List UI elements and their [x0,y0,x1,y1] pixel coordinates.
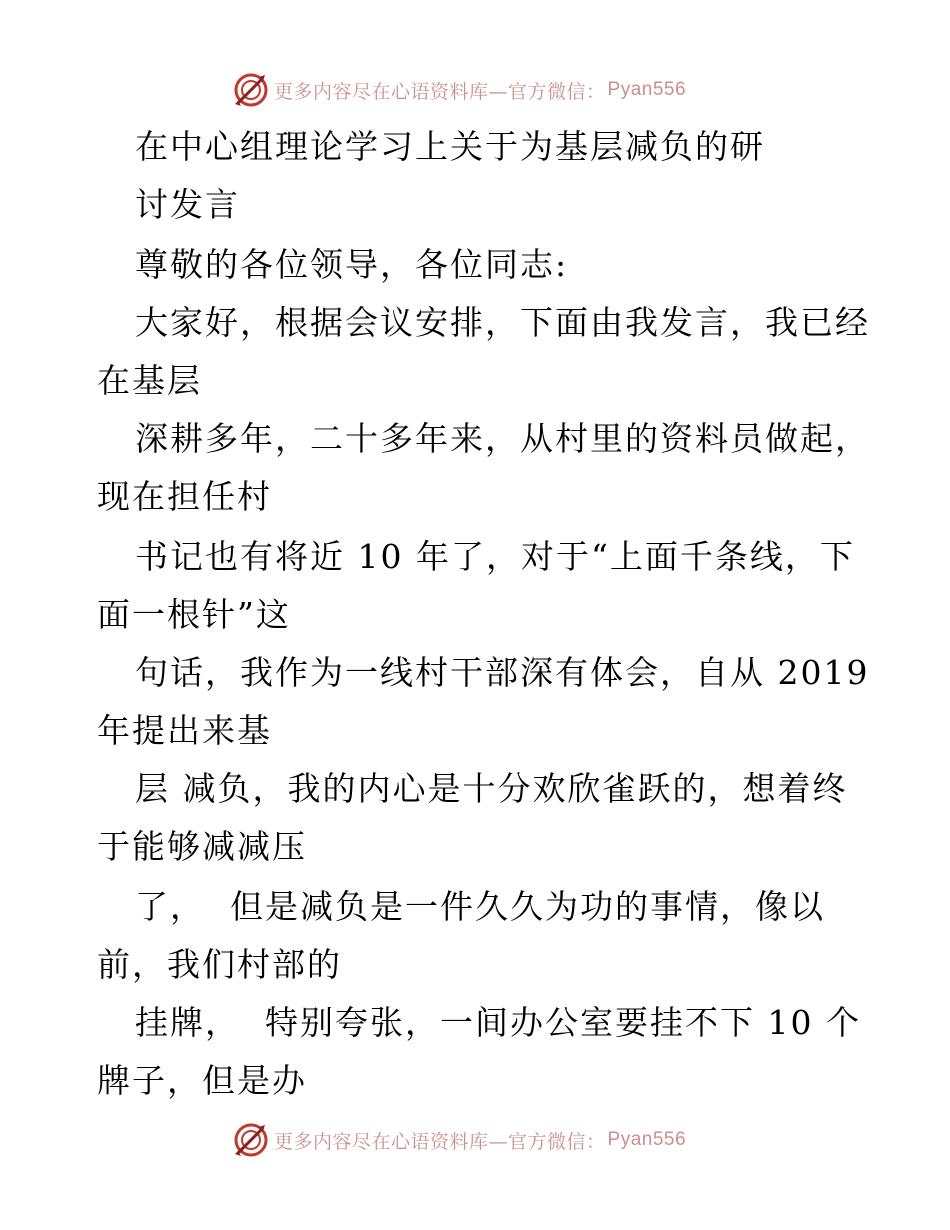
doc-line: 层 减负，我的内心是十分欢欣雀跃的，想着终 [135,769,848,808]
doc-line: 现在担任村 [97,477,272,516]
banner-text: 更多内容尽在心语资料库—官方微信： [274,1130,606,1153]
doc-line: 于能够减减压 [97,827,307,866]
doc-line: 句话，我作为一线村干部深有体会，自从 2019 [135,653,870,692]
wechat-id: Pyan556 [607,1129,687,1150]
footer-banner [232,1120,686,1160]
doc-line: 讨发言 [135,185,240,224]
brand-logo-icon [232,1121,270,1159]
doc-line: 在基层 [97,361,202,400]
doc-line: 深耕多年，二十多年来，从村里的资料员做起， [135,419,870,458]
header-banner [232,70,686,110]
doc-line: 年提出来基 [97,711,272,750]
doc-line: 前，我们村部的 [97,945,342,984]
doc-line: 尊敬的各位领导，各位同志: [135,245,569,284]
doc-line: 书记也有将近 10 年了，对于“上面千条线，下 [135,537,855,576]
wechat-id: Pyan556 [607,79,687,100]
doc-line: 面一根针”这 [97,595,291,634]
doc-line: 牌子，但是办 [97,1061,307,1100]
banner-text: 更多内容尽在心语资料库—官方微信： [274,80,606,103]
brand-logo-icon [232,71,270,109]
doc-line: 大家好，根据会议安排，下面由我发言，我已经 [135,303,870,342]
doc-line: 了， 但是减负是一件久久为功的事情，像以 [135,887,825,926]
doc-line: 在中心组理论学习上关于为基层减负的研 [135,127,765,166]
doc-line: 挂牌， 特别夸张，一间办公室要挂不下 10 个 [135,1003,861,1042]
